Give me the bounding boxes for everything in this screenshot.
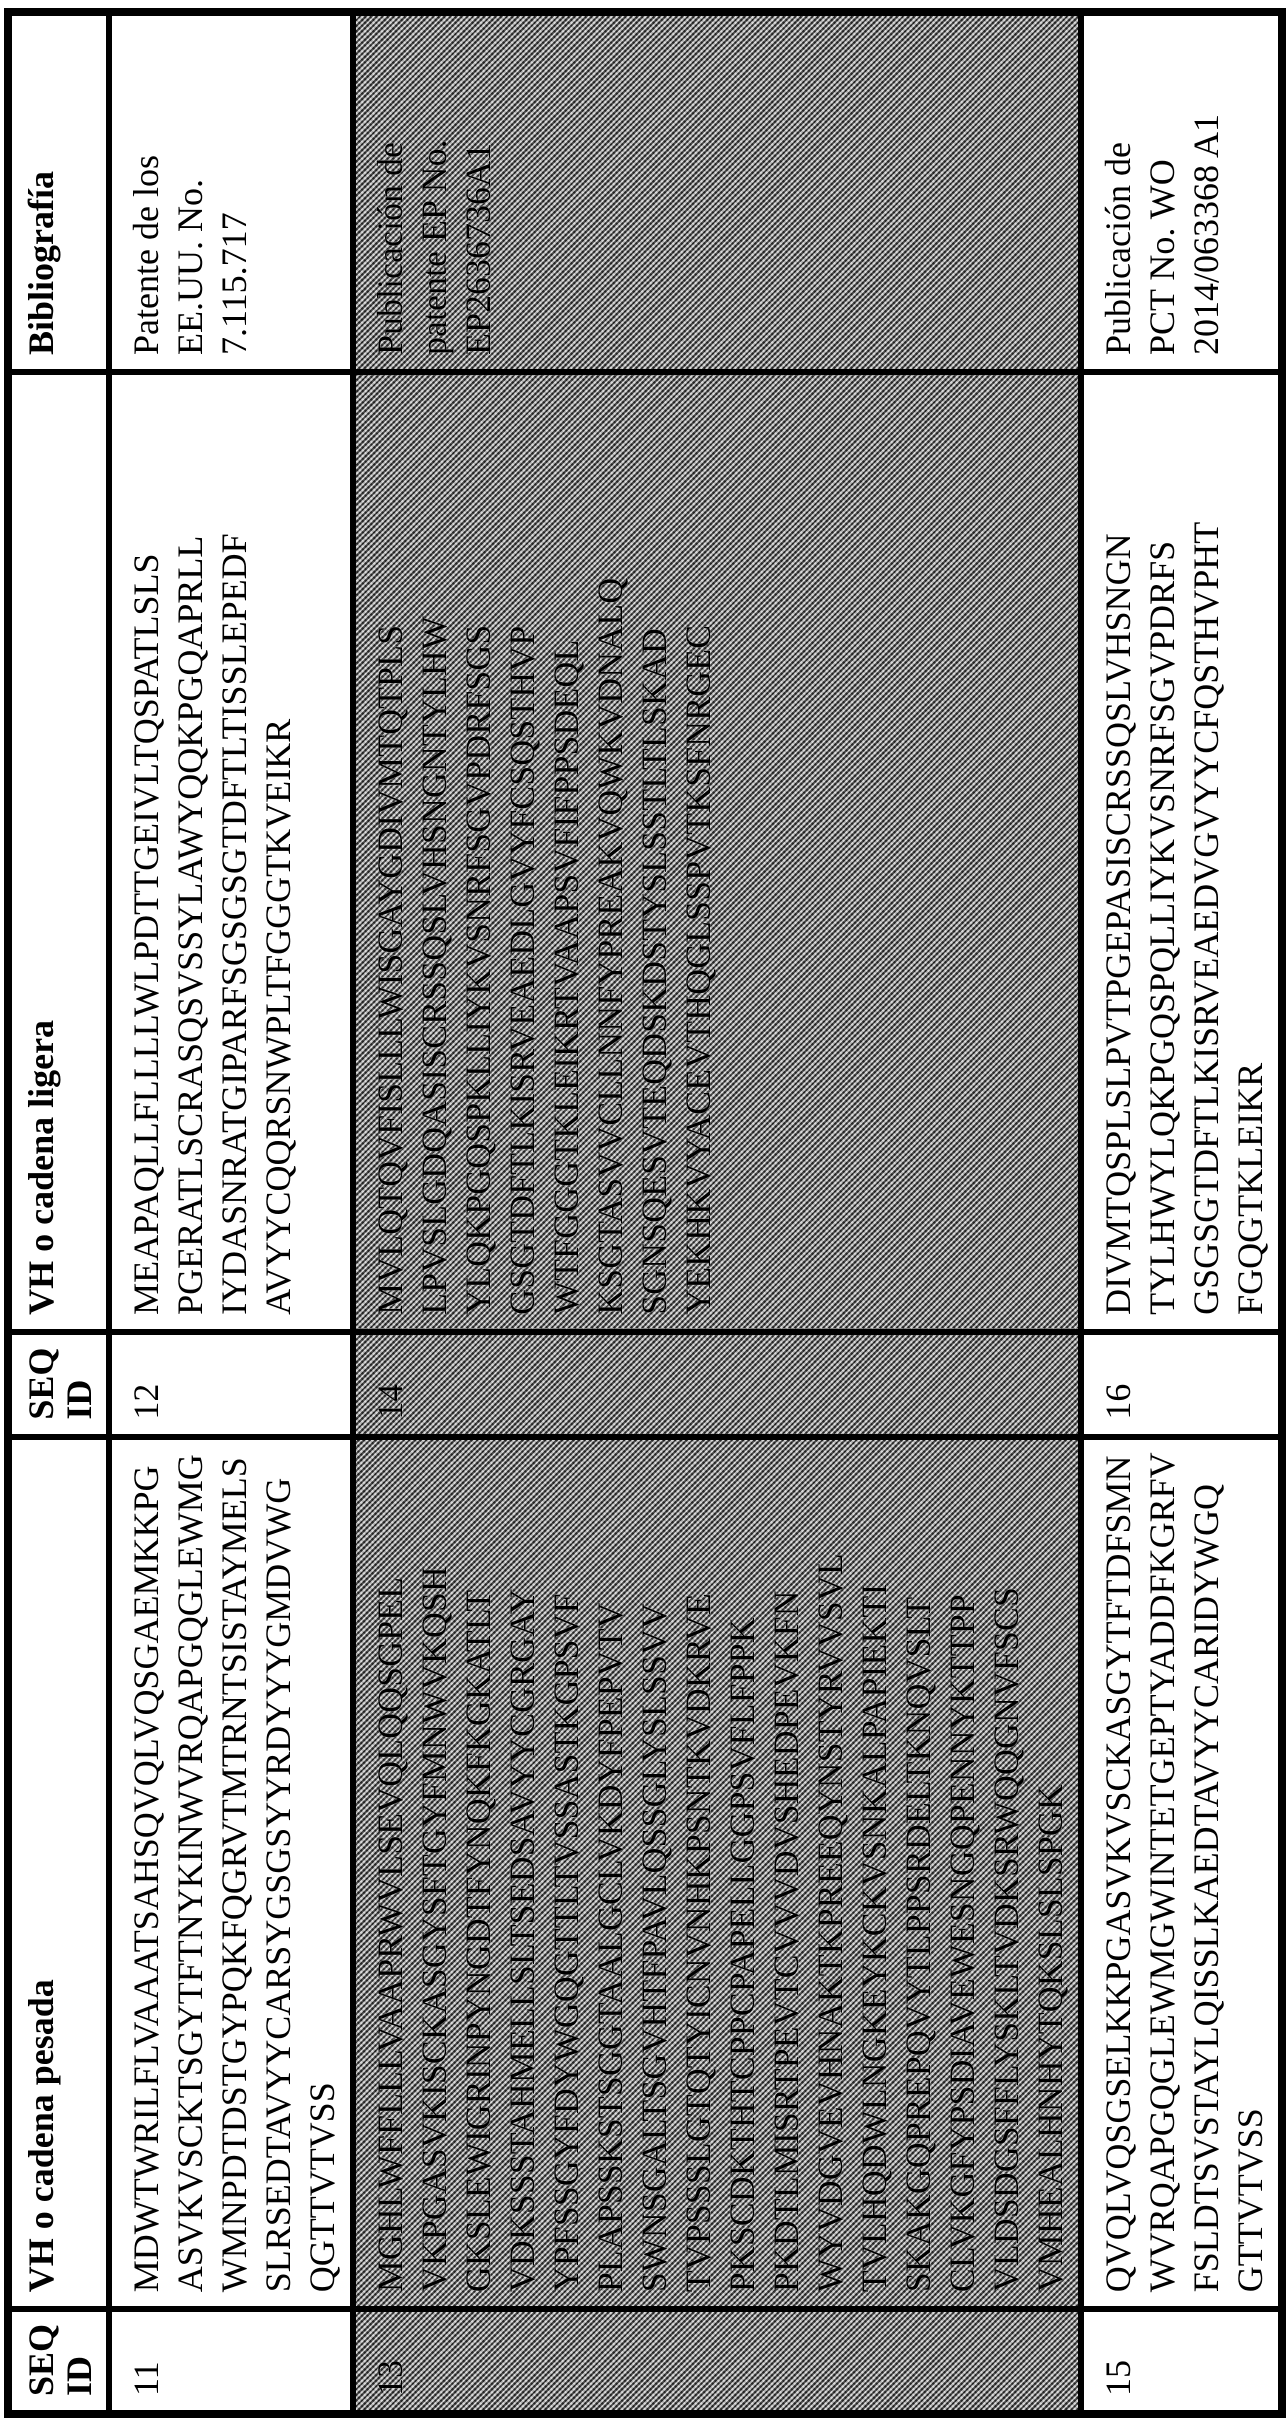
- bibliography-line: Publicación de: [370, 142, 410, 355]
- light-chain-line: MEAPAQLLFLLLLWLPDTTGEIVLTQSPATLSLS: [126, 553, 166, 1315]
- light-chain-line: LPVSLGDQASISCRSSQSLVHSNGNTYLHW: [414, 616, 454, 1315]
- header-seq-id-light: SEQ ID: [8, 1332, 109, 1437]
- heavy-chain-line: VKPGASVKISCKASGYSFTGYFMNWVKQSH: [414, 1566, 454, 2293]
- table-row: [1081, 12, 1282, 2414]
- heavy-chain-line: FSLDTSVSTAYLQISSLKAEDTAVYYCARIDYWGQ: [1186, 1483, 1226, 2293]
- header-bibliography: Bibliografía: [8, 12, 109, 372]
- light-chain-line: YLQKPGQSPKLLIYKVSNRFSGVPDRFSGS: [458, 624, 498, 1315]
- header-seq-id-heavy: SEQ ID: [8, 2309, 109, 2414]
- heavy-chain-cell: [1081, 1437, 1282, 2310]
- table-row: [109, 12, 353, 2414]
- light-chain-line: GSGTDFTLKISRVEAEDLGVYFCSQSTHVP: [502, 625, 542, 1315]
- seq-id-heavy-cell: [109, 2309, 353, 2414]
- bibliography-line: Patente de los: [126, 155, 166, 355]
- light-chain-line: IYDASNRATGIPARFSGSGSGTDFTLTISSLEPEDF: [214, 533, 254, 1315]
- seq-id-heavy-cell: [353, 2309, 1081, 2414]
- heavy-chain-line: GTTVTVSS: [1230, 2108, 1270, 2293]
- heavy-chain-line: QVQLVQSGSELKKPGASVKVSCKASGYTFTDFSMN: [1098, 1455, 1138, 2293]
- heavy-chain-line: MDWTWRILFLVAAATSAHSQVQLVQSGAEMKKPG: [126, 1465, 166, 2293]
- light-chain-cell: [109, 372, 353, 1332]
- light-chain-line: SGNSQESVTEQDSKDSTYSLSSTLTLSKAD: [634, 628, 674, 1315]
- light-chain-cell: [353, 372, 1081, 1332]
- heavy-chain-line: MGHLWFFLLLVAAPRWVLSEVQLQQSGPEL: [370, 1576, 410, 2293]
- seq-id-light: 14: [370, 1383, 410, 1420]
- heavy-chain-line: VMHEALHNHYTQKSLSLSPGK: [1030, 1784, 1070, 2293]
- light-chain-line: YEKHKVYACEVTHQGLSSPVTKSFNRGEC: [678, 624, 718, 1315]
- heavy-chain-line: WMNPDTDSTGYPQKFQGRVTMTRNTSISTAYMELS: [214, 1457, 254, 2293]
- heavy-chain-line: VLDSDGSFFLYSKLTVDKSRWQQGNVFSCS: [986, 1587, 1026, 2293]
- heavy-chain-line: CLVKGFYPSDIAVEWESNGQPENNYKTTPP: [942, 1594, 982, 2293]
- bibliography-line: 7.115.717: [214, 212, 254, 355]
- heavy-chain-cell: [353, 1437, 1081, 2310]
- heavy-chain-line: WYVDGVEVHNAKTKPREEQYNSTYRVVSVL: [810, 1553, 850, 2293]
- seq-id-light: 12: [126, 1383, 166, 1420]
- heavy-chain-line: SKAKGQPREPQVYTLPPSRDELTKNQVSLT: [898, 1596, 938, 2293]
- light-chain-line: PGERATLSCRASQSVSSYLAWYQQKPGQAPRLL: [170, 535, 210, 1315]
- table-row: [353, 12, 1081, 2414]
- seq-id-heavy: 15: [1098, 2360, 1138, 2396]
- heavy-chain-line: PLAPSSKSTSGGTAALGCLVKDYFPEPVTV: [590, 1602, 630, 2293]
- heavy-chain-line: YPFSSGYFDYWGQGTTLTVSSASTKGPSVF: [546, 1593, 586, 2293]
- header-heavy-chain: VH o cadena pesada: [8, 1437, 109, 2310]
- seq-id-light-cell: [109, 1332, 353, 1437]
- bibliography-line: Publicación de: [1098, 142, 1138, 355]
- bibliography-line: 2014/063368 A1: [1186, 113, 1226, 355]
- seq-id-heavy-cell: [1081, 2309, 1282, 2414]
- seq-id-light-cell: [1081, 1332, 1282, 1437]
- seq-id-heavy: 11: [126, 2361, 166, 2396]
- heavy-chain-line: TVLHQDWLNGKEYKCKVSNKALPAPIEKTI: [854, 1583, 894, 2293]
- seq-id-light-cell: [353, 1332, 1081, 1437]
- heavy-chain-line: PKDTLMISRTPEVTCVVVDVSHEDPEVKFN: [766, 1590, 806, 2293]
- heavy-chain-cell: [109, 1437, 353, 2310]
- heavy-chain-line: TVPSSSLGTQTYICNVNHKPSNTKVDKRVE: [678, 1593, 718, 2293]
- light-chain-line: GSGSGTDFTLKISRVEAEDVGVYYCFQSTHVPHT: [1186, 521, 1226, 1315]
- bibliography-line: EP2636736A1: [458, 142, 498, 355]
- light-chain-line: KSGTASVVCLLNNFYPREAKVQWKVDNALQ: [590, 577, 630, 1315]
- seq-id-heavy: 13: [370, 2360, 410, 2396]
- heavy-chain-line: WVRQAPGQGLEWMGWINTETGEPTYADDFKGRFV: [1142, 1452, 1182, 2293]
- bibliography-line: patente EP No.: [414, 139, 454, 355]
- bibliography-cell: [353, 12, 1081, 372]
- heavy-chain-line: QGTTVTVSS: [302, 2082, 342, 2293]
- heavy-chain-line: SLRSEDTAVYYCARSYGSGSYYRDYYYGMDVWG: [258, 1477, 298, 2293]
- light-chain-line: DIVMTQSPLSLPVTPGEPASISCRSSQSLVHSNGN: [1098, 533, 1138, 1315]
- bibliography-line: PCT No. WO: [1142, 159, 1182, 355]
- light-chain-line: AVYYCQQRSNWPLTFGGGTKVEIKR: [258, 718, 298, 1315]
- light-chain-line: FGQGTKLEIKR: [1230, 1062, 1270, 1315]
- seq-id-light: 16: [1098, 1383, 1138, 1420]
- heavy-chain-line: PKSCDKTHTCPPCPAPELLGGPSVFLFPPK: [722, 1617, 762, 2293]
- heavy-chain-line: SWNSGALTSGVHTFPAVLQSSGLYSLSSVV: [634, 1603, 674, 2293]
- light-chain-cell: [1081, 372, 1282, 1332]
- bibliography-cell: [1081, 12, 1282, 372]
- sequence-table: [4, 8, 1286, 2418]
- header-light-chain: VH o cadena ligera: [8, 372, 109, 1332]
- bibliography-line: EE.UU. No.: [170, 179, 210, 355]
- light-chain-line: TYLHWYLQKPGQSPQLLIYKVSNRFSGVPDRFS: [1142, 540, 1182, 1315]
- header-row: [8, 12, 109, 2414]
- bibliography-cell: [109, 12, 353, 372]
- heavy-chain-line: GKSLEWIGRINPYNGDTFYNQKFKGKATLT: [458, 1589, 498, 2293]
- light-chain-line: WTFGGGTKLEIKRTVAAPSVFIFPPSDEQL: [546, 639, 586, 1315]
- heavy-chain-line: ASVKVSCKTSGYTFTNYKINWVRQAPGQGLEWMG: [170, 1454, 210, 2293]
- light-chain-line: MVLQTQVFISLLLWISGAYGDIVMTQTPLS: [370, 624, 410, 1315]
- heavy-chain-line: VDKSSSTAHMELLSLTSEDSAVYYCGRGAY: [502, 1588, 542, 2293]
